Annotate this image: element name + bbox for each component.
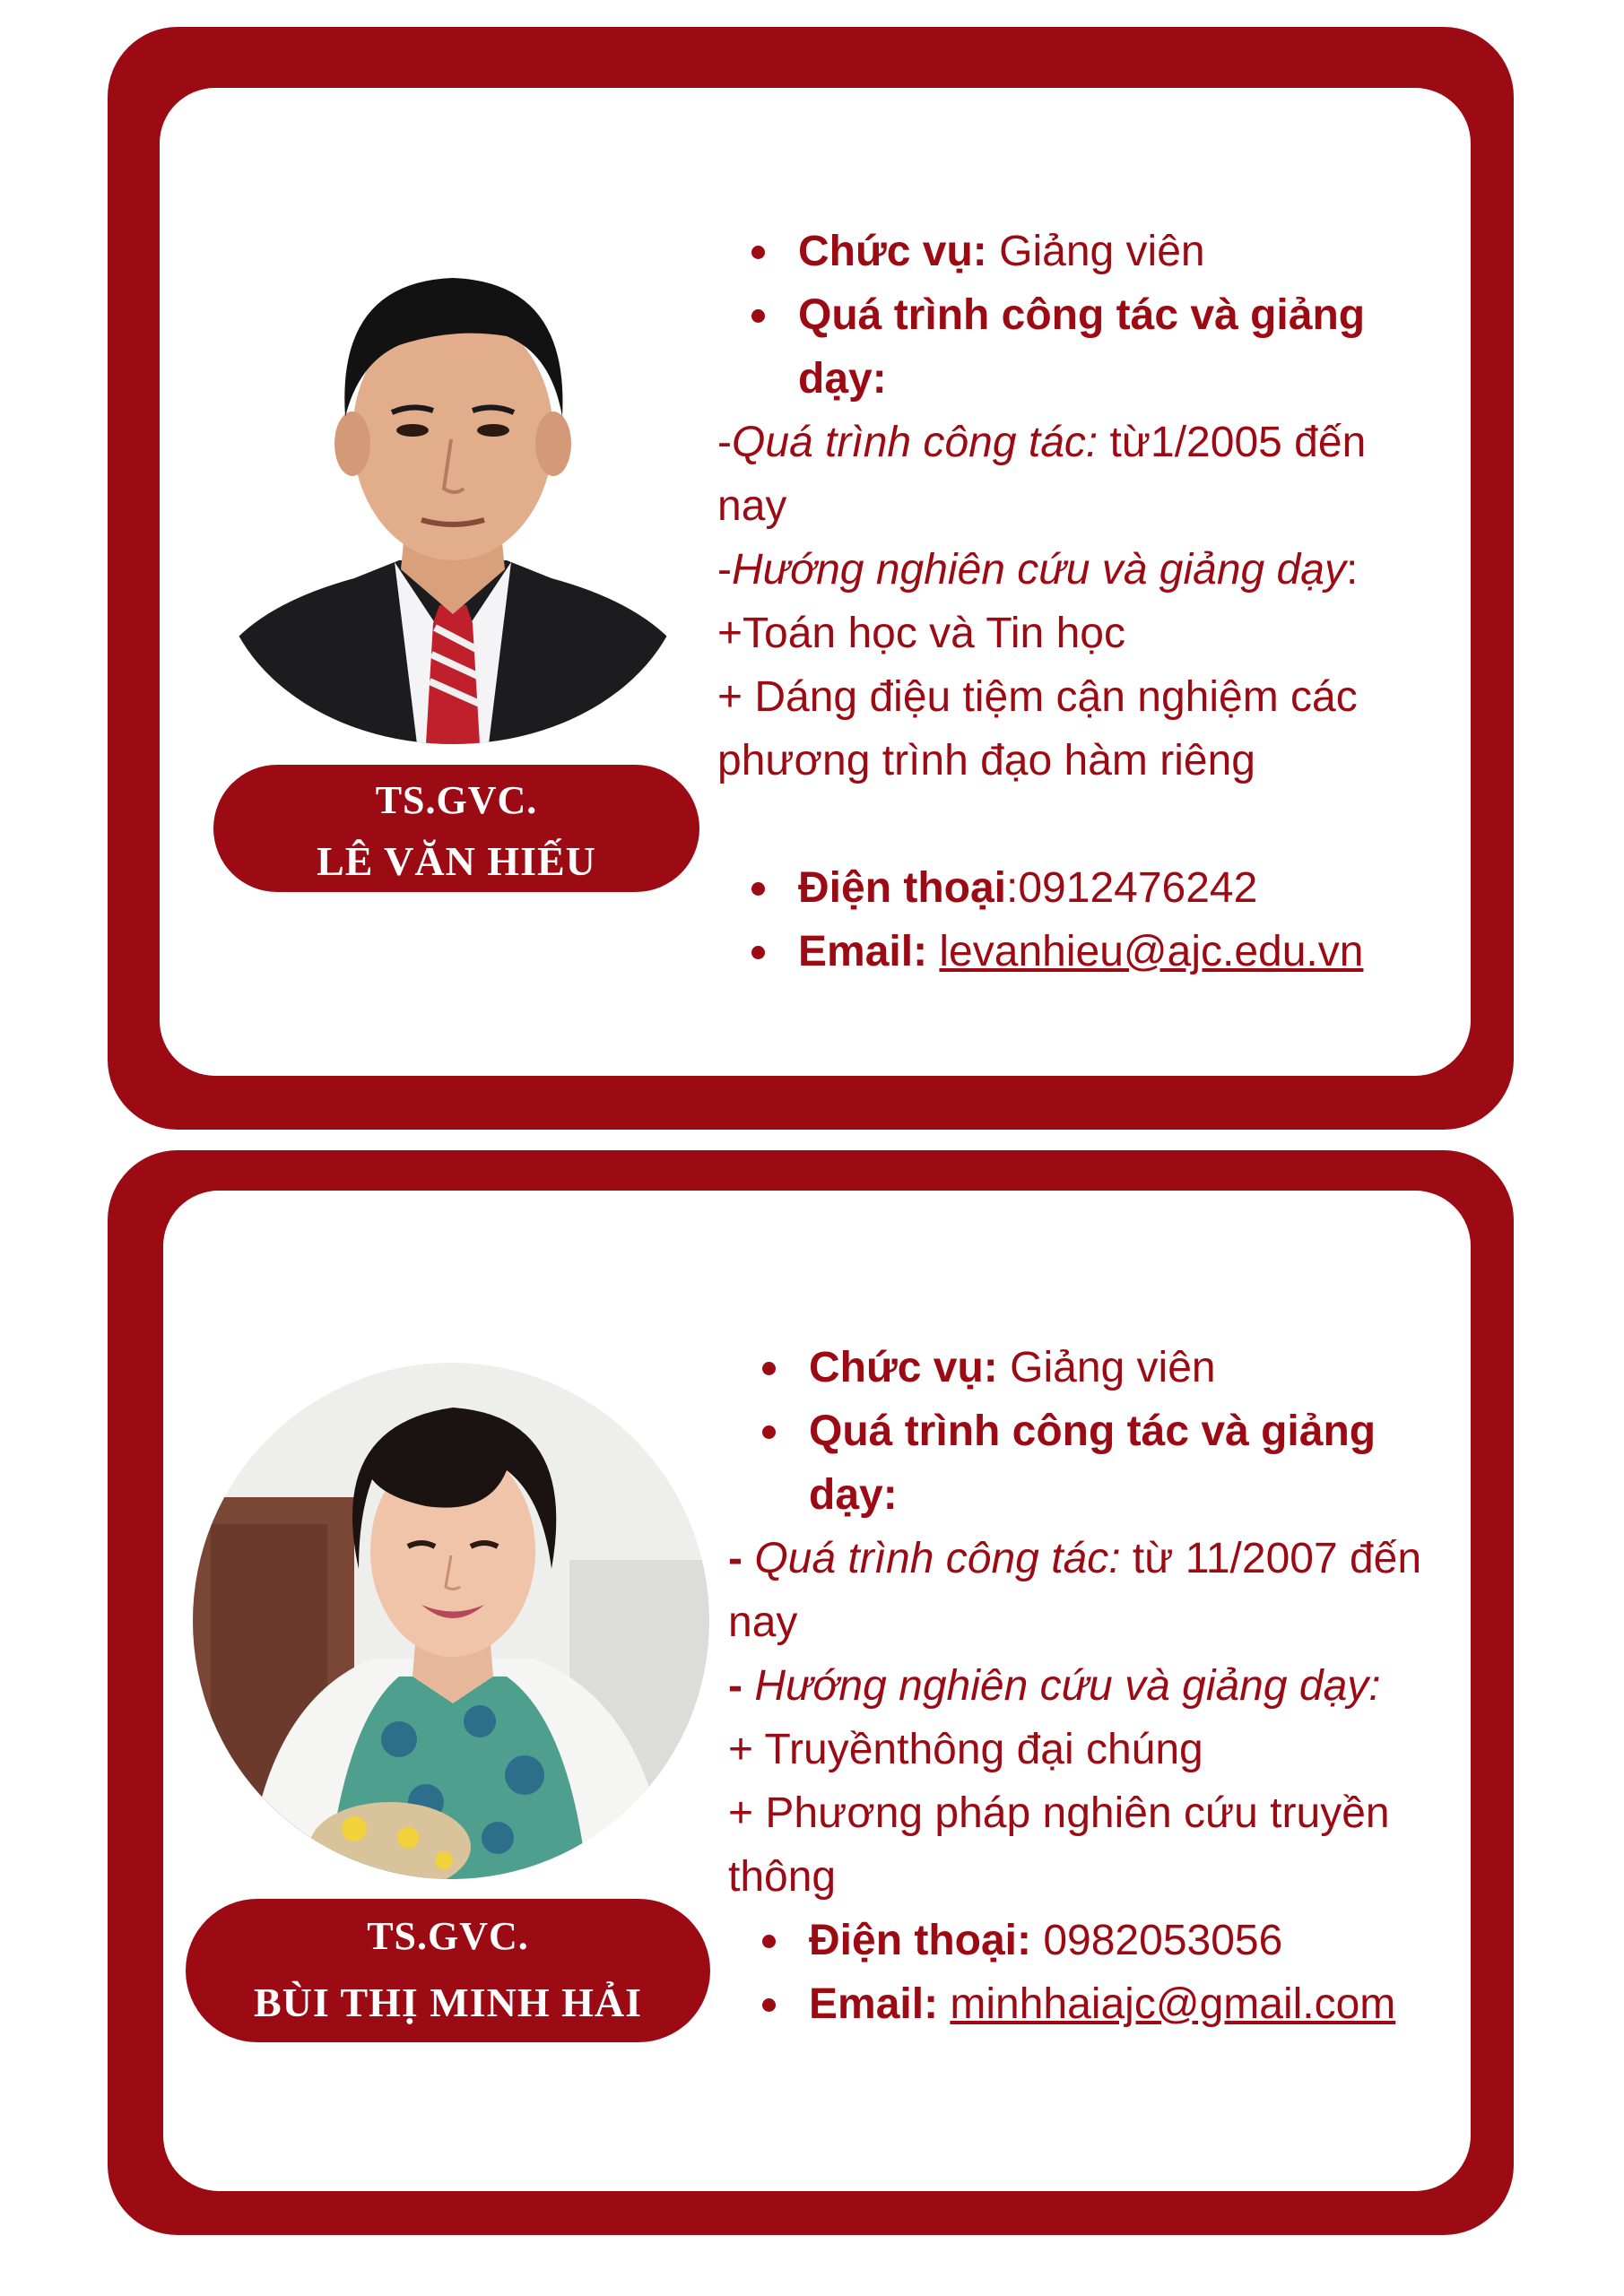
research-item: +Toán học và Tin học (717, 610, 1125, 657)
academic-title: TS.GVC. (375, 778, 538, 822)
nameplate-2 (186, 1899, 710, 2042)
email-link[interactable]: levanhieu@ajc.edu.vn (939, 928, 1364, 975)
phone-item: Điện thoại: 0982053056 (728, 1909, 1472, 1972)
academic-title: TS.GVC. (367, 1914, 529, 1958)
research-heading: -Hướng nghiên cứu và giảng dạy: (717, 546, 1359, 593)
career-heading: Quá trình công tác và giảng dạy: (728, 1399, 1472, 1527)
email-item: Email: levanhieu@ajc.edu.vn (717, 920, 1435, 983)
research-heading: - Hướng nghiên cứu và giảng dạy: (728, 1662, 1381, 1710)
portrait-man-image (220, 229, 686, 744)
email-item: Email: minhhaiajc@gmail.com (728, 1972, 1472, 2036)
research-item: + Dáng điệu tiệm cận nghiệm các phương trình đạo hàm riêng (717, 673, 1358, 784)
profile-info-1 (717, 220, 1435, 983)
portrait-woman-image (193, 1363, 709, 1879)
position-item: Chức vụ: Giảng viên (717, 220, 1435, 283)
research-item: + Truyềnthông đại chúng (728, 1726, 1203, 1773)
position-item: Chức vụ: Giảng viên (728, 1336, 1472, 1399)
portrait-photo-1 (220, 229, 686, 744)
lecturer-name: LÊ VĂN HIẾU (317, 838, 596, 884)
nameplate-1 (213, 765, 699, 892)
phone-item: Điện thoại:0912476242 (717, 856, 1435, 920)
spacer (717, 793, 1435, 856)
lecturer-name: BÙI THỊ MINH HẢI (253, 1980, 643, 2025)
email-link[interactable]: minhhaiajc@gmail.com (950, 1980, 1396, 2028)
work-history: - Quá trình công tác: từ 11/2007 đến nay (728, 1535, 1422, 1646)
profile-info-2 (728, 1336, 1472, 2036)
career-heading: Quá trình công tác và giảng dạy: (717, 283, 1435, 411)
portrait-photo-2 (193, 1363, 709, 1879)
work-history: -Quá trình công tác: từ1/2005 đến nay (717, 419, 1367, 530)
research-item: + Phương pháp nghiên cứu truyền thông (728, 1789, 1390, 1901)
